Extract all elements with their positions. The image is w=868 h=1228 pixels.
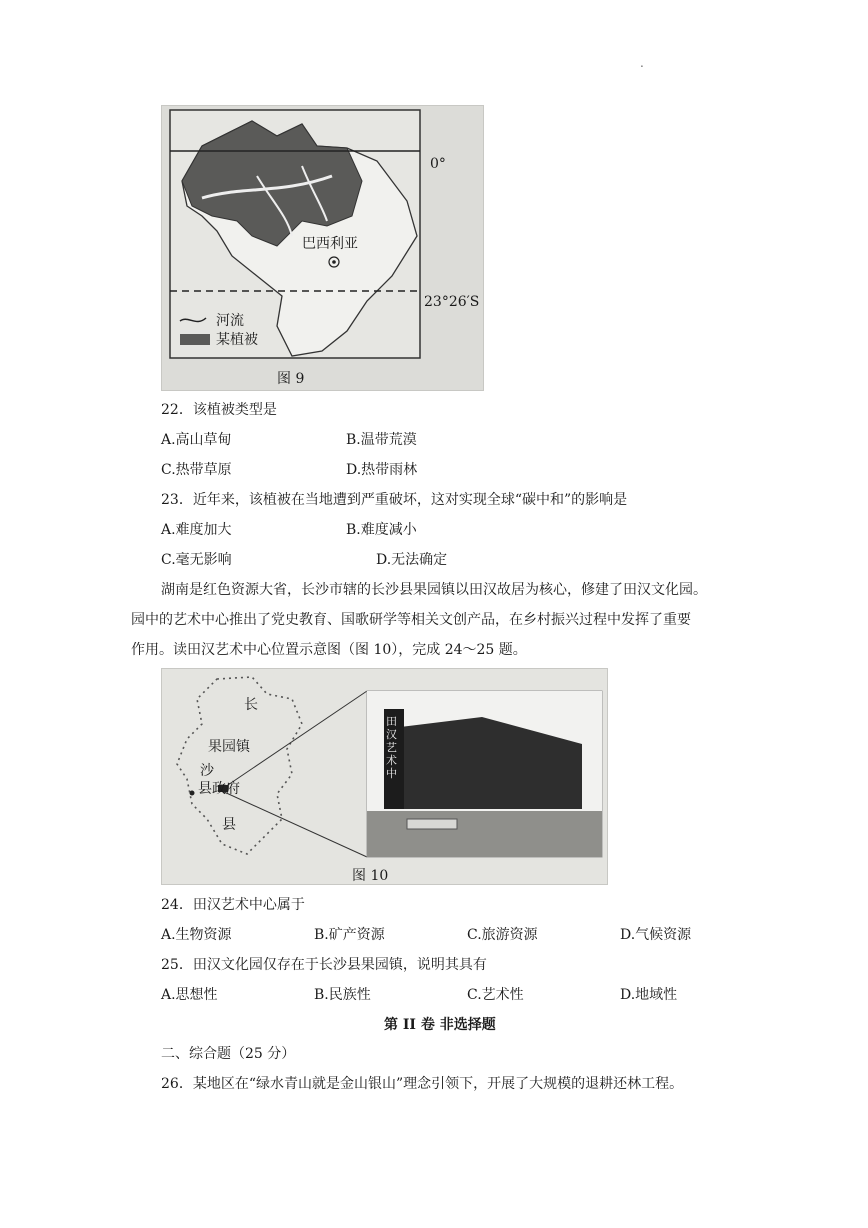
county-gov-symbol	[190, 791, 195, 796]
q23-option-a: A.难度加大	[161, 522, 232, 538]
page-mark: .	[640, 56, 644, 70]
passage-line-1: 湖南是红色资源大省，长沙市辖的长沙县果园镇以田汉故居为核心，修建了田汉文化园。	[161, 582, 707, 598]
legend-vegetation-label: 某植被	[216, 332, 258, 348]
passage-line-2: 园中的艺术中心推出了党史教育、国歌研学等相关文创产品，在乡村振兴过程中发挥了重要	[131, 612, 691, 628]
q22-option-d: D.热带雨林	[346, 462, 418, 478]
section-2-title: 二、综合题（25 分）	[161, 1046, 296, 1062]
changsha-county-outline	[177, 677, 302, 854]
q24-option-d: D.气候资源	[620, 927, 692, 943]
q23-stem: 23．近年来，该植被在当地遭到严重破坏，这对实现全球“碳中和”的影响是	[161, 492, 628, 508]
q24-option-c: C.旅游资源	[467, 927, 538, 943]
capital-label: 巴西利亚	[302, 236, 358, 252]
label-town: 果园镇	[208, 739, 250, 755]
q24-stem: 24．田汉艺术中心属于	[161, 897, 305, 913]
q25-option-a: A.思想性	[161, 987, 218, 1003]
q22-option-b: B.温带荒漠	[346, 432, 417, 448]
q22-stem: 22．该植被类型是	[161, 402, 277, 418]
q24-option-b: B.矿产资源	[314, 927, 385, 943]
q23-option-d: D.无法确定	[376, 552, 448, 568]
q23-option-b: B.难度减小	[346, 522, 417, 538]
label-chang: 长	[244, 697, 258, 713]
q23-option-c: C.毫无影响	[161, 552, 232, 568]
part-2-title: 第 II 卷 非选择题	[384, 1017, 496, 1033]
figure-9-caption: 图 9	[277, 371, 305, 387]
tropic-label: 23°26′S	[424, 294, 480, 310]
label-xian: 县	[222, 817, 236, 833]
q24-option-a: A.生物资源	[161, 927, 232, 943]
q25-stem: 25．田汉文化园仅存在于长沙县果园镇，说明其具有	[161, 957, 487, 973]
label-gov: 县政府	[198, 781, 240, 797]
q22-option-c: C.热带草原	[161, 462, 232, 478]
equator-label: 0°	[430, 156, 446, 172]
ground	[367, 811, 602, 857]
q25-option-b: B.民族性	[314, 987, 371, 1003]
q22-option-a: A.高山草甸	[161, 432, 232, 448]
figure-9-map	[161, 105, 484, 391]
q26-stem: 26．某地区在“绿水青山就是金山银山”理念引领下，开展了大规模的退耕还林工程。	[161, 1076, 684, 1092]
bench	[407, 819, 457, 829]
label-sha: 沙	[200, 763, 214, 779]
figure-10	[161, 668, 608, 885]
figure-10-caption: 图 10	[352, 868, 389, 884]
legend-vegetation-swatch	[180, 334, 210, 345]
q25-option-c: C.艺术性	[467, 987, 524, 1003]
building-sign-text: 田汉艺术中	[386, 715, 397, 780]
legend-river-label: 河流	[216, 313, 244, 329]
passage-line-3: 作用。读田汉艺术中心位置示意图（图 10），完成 24～25 题。	[131, 642, 527, 658]
leader-line-bottom	[222, 791, 367, 857]
q25-option-d: D.地域性	[620, 987, 678, 1003]
